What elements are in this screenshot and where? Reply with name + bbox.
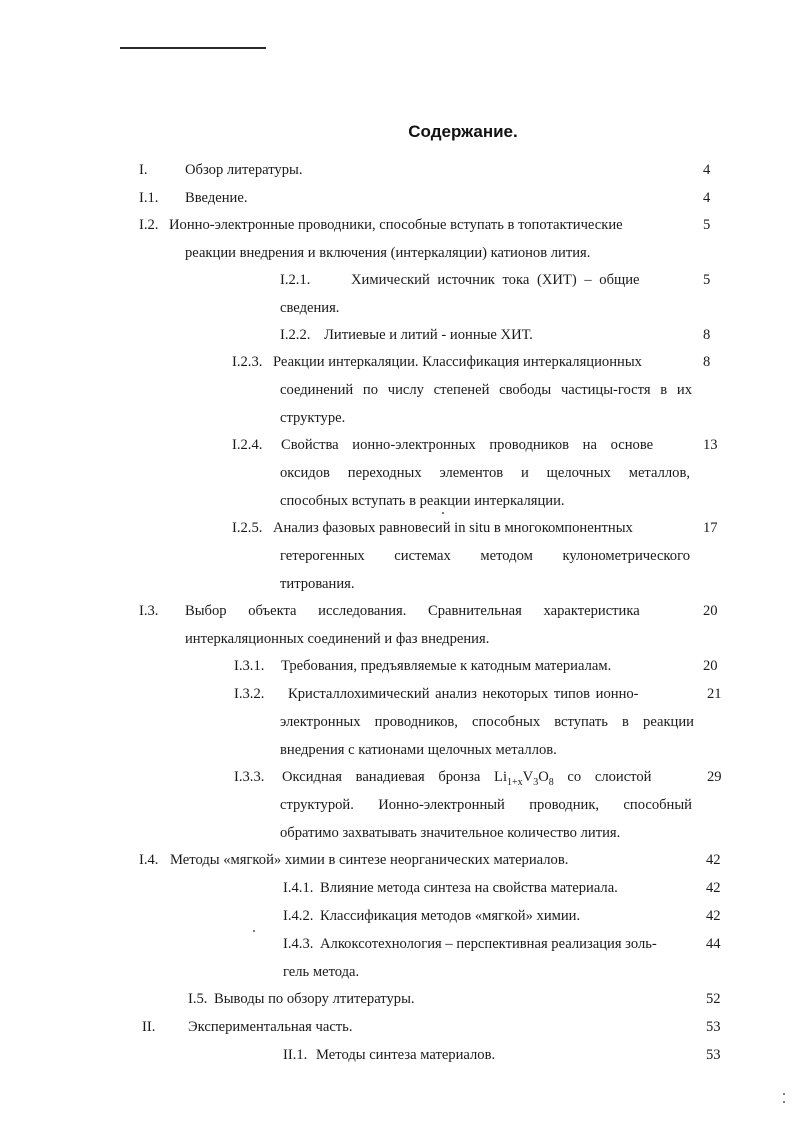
formula-prefix: Оксидная ванадиевая бронза Li [282, 769, 508, 785]
toc-page: 13 [703, 437, 718, 453]
toc-entry-I-4[interactable] [0, 846, 793, 874]
toc-text-rest: электронных проводников, способных вступать в реакции внедрения с катионами щелочных металлов. [280, 714, 694, 758]
toc-number: I.4.1. [283, 880, 314, 896]
toc-entry-I-2-1[interactable] [0, 266, 793, 322]
scan-speck [783, 1101, 785, 1103]
toc-entry-I-5[interactable] [0, 985, 793, 1013]
toc-text: Методы синтеза материалов. [316, 1047, 496, 1063]
toc-text-first: Алкоксотехнология – перспективная реализация золь- [320, 936, 657, 952]
toc-text-first: Ионно-электронные проводники, способные вступать в топотактические [169, 217, 623, 233]
toc-number: I. [139, 162, 148, 178]
toc-text: Введение. [185, 190, 248, 206]
toc-page: 8 [703, 327, 711, 343]
toc-text-first: Реакции интеркаляции. Классификация интеркаляционных [273, 354, 642, 370]
toc-entry-I-3-1[interactable] [0, 652, 793, 680]
toc-page: 20 [703, 658, 718, 674]
toc-text: Методы «мягкой» химии в синтезе неорганических материалов. [170, 852, 569, 868]
formula-sub-3: 8 [548, 776, 554, 788]
toc-entry-I-2-5[interactable] [0, 514, 793, 598]
toc-text: Выводы по обзору лтитературы. [214, 991, 415, 1007]
toc-page: 4 [703, 190, 711, 206]
toc-text: Требования, предъявляемые к катодным материалам. [281, 658, 612, 674]
formula-sub-2: 3 [533, 776, 539, 788]
toc-text: Экспериментальная часть. [188, 1019, 353, 1035]
scan-speck [783, 1093, 785, 1095]
toc-number: I.2.4. [232, 437, 263, 453]
toc-entry-I-4-3[interactable] [0, 930, 793, 986]
toc-text-first: Выбор объекта исследования. Сравнительная характеристика [185, 603, 640, 619]
toc-text-rest: гель метода. [283, 964, 360, 980]
toc-page: 4 [703, 162, 711, 178]
toc-page: 42 [706, 880, 721, 896]
toc-text: Классификация методов «мягкой» химии. [320, 908, 581, 924]
toc-text-first: Химический источник тока (ХИТ) – общие [351, 272, 640, 288]
toc-text-rest: реакции внедрения и включения (интеркаляции) катионов лития. [185, 245, 591, 261]
toc-page: 29 [707, 769, 722, 785]
toc-text: Обзор литературы. [185, 162, 303, 178]
toc-number: I.2.3. [232, 354, 263, 370]
toc-entry-I-4-2[interactable] [0, 902, 793, 930]
toc-entry-I-3-2[interactable] [0, 680, 793, 764]
toc-number: I.2.1. [280, 272, 311, 288]
toc-page: 5 [703, 272, 711, 288]
toc-entry-I-2-2[interactable] [0, 321, 793, 349]
toc-entry-I-3-3[interactable] [0, 763, 793, 847]
toc-page: 21 [707, 686, 722, 702]
toc-entry-I-4-1[interactable] [0, 874, 793, 902]
toc-number: I.1. [139, 190, 159, 206]
toc-page: 42 [706, 852, 721, 868]
toc-number: I.3.2. [234, 686, 265, 702]
toc-entry-I-3[interactable] [0, 597, 793, 653]
toc-entry-I-2-3[interactable] [0, 348, 793, 432]
toc-text-rest: соединений по числу степеней свободы частицы-гостя в их структуре. [280, 382, 692, 426]
formula-mid: V [522, 769, 534, 785]
scan-speck [253, 930, 255, 932]
toc-page: 17 [703, 520, 718, 536]
toc-number: I.5. [188, 991, 208, 1007]
toc-page: 20 [703, 603, 718, 619]
toc-number: I.3. [139, 603, 159, 619]
toc-text-rest: оксидов переходных элементов и щелочных металлов, способных вступать в реакции интеркаляции. [280, 465, 690, 509]
toc-text-rest: гетерогенных системах методом кулонометрического титрования. [280, 548, 690, 592]
toc-text: Литиевые и литий - ионные ХИТ. [324, 327, 533, 343]
toc-page: 44 [706, 936, 721, 952]
toc-entry-I-2-4[interactable] [0, 431, 793, 515]
toc-entry-II-1[interactable] [0, 1041, 793, 1069]
toc-entry-II[interactable] [0, 1013, 793, 1041]
toc-entry-I[interactable] [0, 156, 793, 184]
toc-number: I.4.3. [283, 936, 314, 952]
toc-number: II. [142, 1019, 156, 1035]
toc-page: 5 [703, 217, 711, 233]
formula-suffix: со слоистой [553, 769, 652, 785]
toc-text-first: Свойства ионно-электронных проводников на основе [281, 437, 654, 453]
toc-entry-I-1[interactable] [0, 184, 793, 212]
formula-mid-2: O [538, 769, 549, 785]
toc-text-first: Анализ фазовых равновесий in situ в многокомпонентных [273, 520, 633, 536]
page-title: Содержание. [408, 122, 518, 141]
toc-text-rest: структурой. Ионно-электронный проводник, способный обратимо захватывать значительное количество лития. [280, 797, 692, 841]
toc-text: Влияние метода синтеза на свойства материала. [320, 880, 618, 896]
toc-number: I.3.3. [234, 769, 265, 785]
toc-number: II.1. [283, 1047, 308, 1063]
toc-number: I.4.2. [283, 908, 314, 924]
toc-text-first: Кристаллохимический анализ некоторых типов ионно- [288, 686, 639, 702]
toc-number: I.4. [139, 852, 159, 868]
toc-page: 53 [706, 1047, 721, 1063]
toc-number: I.2.2. [280, 327, 311, 343]
toc-page: 53 [706, 1019, 721, 1035]
toc-entry-I-2[interactable] [0, 211, 793, 267]
toc-page: 8 [703, 354, 711, 370]
toc-text-rest: сведения. [280, 300, 340, 316]
formula-sub-1: 1+x [507, 776, 523, 788]
toc-number: I.2. [139, 217, 159, 233]
toc-text-rest: интеркаляционных соединений и фаз внедрения. [185, 631, 490, 647]
toc-number: I.2.5. [232, 520, 263, 536]
toc-page: 52 [706, 991, 721, 1007]
scan-speck [442, 512, 444, 514]
toc-page: 42 [706, 908, 721, 924]
toc-number: I.3.1. [234, 658, 265, 674]
